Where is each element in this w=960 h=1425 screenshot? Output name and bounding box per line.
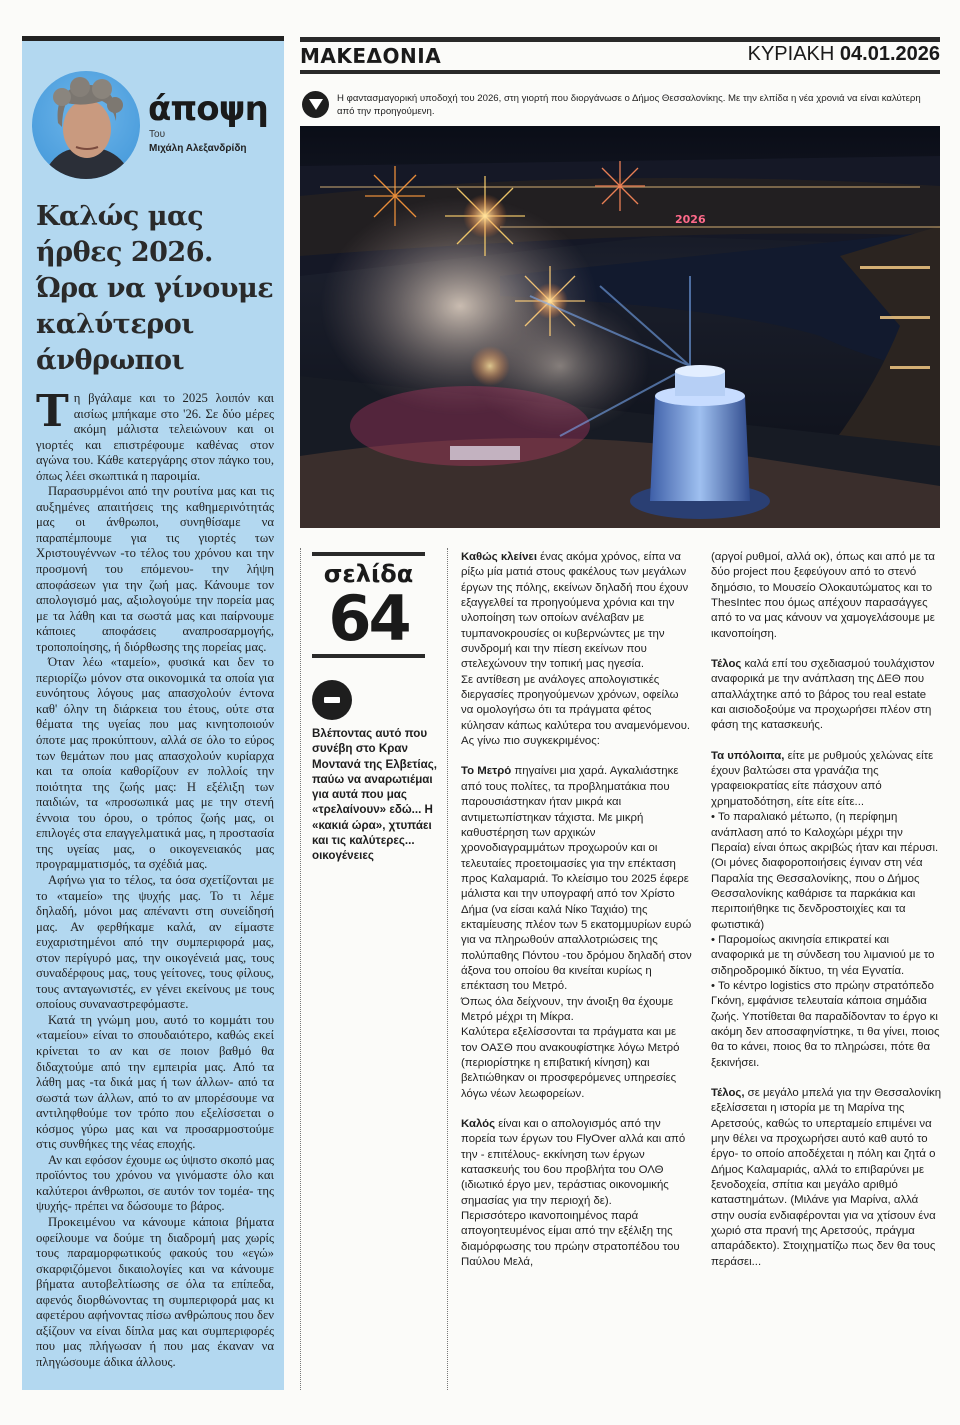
column-text: Ας γίνω πιο συγκεκριμένος: bbox=[461, 735, 600, 748]
column-text: (αργοί ρυθμοί, αλλά οκ), όπως και από με τα δύο project που ξεφεύγουν από το στενό δημόσιο, το Μουσείο Ολοκαυτώματος και το ThesIntec που όμως απέχουν παρασάγγες από το να μας κάνουν να χαμογελάσουμε με ικανοποίηση. bbox=[711, 551, 936, 640]
header-top-rule bbox=[300, 37, 940, 42]
column-paragraph bbox=[461, 1209, 693, 1270]
column-text: ένας ακόμα χρόνος, είπα να ρίξω μία ματιά στους φακέλους των μεγάλων έργων της πόλης, εκείνων δηλαδή που έχουν εξαγγελθεί τα προηγούμενα χρόνια και την υλοποίηση των οποίων ανέλαβαν με τυμπανοκρουσίες οι κυβερνώντες με την συνδρομή και την πίεση εκείνων που στελεχώνουν την τοπική μας ηγεσία. bbox=[461, 551, 689, 671]
column-paragraph bbox=[711, 657, 943, 734]
column-text: • Παρομοίως ακινησία επικρατεί και αναφορικά με τη σύνδεση του λιμανιού με το σιδηροδρομικό δίκτυο, τη νέα Εγνατία. bbox=[711, 933, 935, 977]
fireworks-photo bbox=[300, 126, 940, 528]
author-avatar bbox=[32, 71, 140, 179]
opinion-paragraph bbox=[36, 386, 274, 484]
opinion-paragraph: Όταν λέω «ταμείο», φυσικά και δεν το περιορίζω μόνον στα οικονομικά τα οποία για ευνόητους λόγους μας απασχολούν έντονα καθ' όλην τη διάρκεια του έτους, ούτε στα θέματα της υγείας που μας κινητοποιούν όποτε μας προκύπτουν, αλλά σε όλο το εύρος των θεμάτων που μας απασχολούν κυρίαρχα και τα οποία καθορίζουν εν πολλοίς την ποιότητα της ζωής μας: Η εξέλιξη των παιδιών, τα «προσωπικά μας με την στενή έννοια του όρου, ο τρόπος ζωής μας, οι επιλογές στα επαγγελματικά μας, η προστασία της υγείας μας, ο οικογενειακός μας προγραμματισμός, τα σχέδιά μας. bbox=[36, 655, 274, 872]
photo-2026-sign: 2026 bbox=[675, 213, 706, 226]
column-lead: Καθώς κλείνει bbox=[461, 551, 537, 563]
opinion-paragraph: Αφήνω για το τέλος, τα όσα σχετίζονται με το «ταμείο» της ψυχής μας. Το τι λέμε δηλαδή, μόνοι μας απέναντι στη συνείδησή μας. Αν φερθήκαμε καλά, αν είμαστε ευχαριστημένοι από την συμπεριφορά μας, στον περίγυρό μας, την οικογένειά μας, τους συναδέρφους μας, τους γείτονες, τους φίλους, τους ανταγωνιστές, εν γένει εκείνους με τους οποίους συναναστρεφόμαστε. bbox=[36, 872, 274, 1012]
masthead: ΜΑΚΕΔΟΝΙΑ bbox=[300, 44, 442, 68]
caption-arrow-icon bbox=[302, 91, 329, 118]
header-bottom-rule bbox=[300, 70, 940, 74]
column-paragraph bbox=[461, 995, 693, 1026]
byline-prefix: Του bbox=[149, 129, 166, 140]
minus-icon bbox=[312, 680, 352, 720]
column-block bbox=[461, 764, 693, 1102]
column-lead: Καλός bbox=[461, 1118, 496, 1131]
column-text: είναι και ο απολογισμός από την πορεία των έργων του FlyOver αλλά και από την - επιτέλους- εκκίνηση των έργων κατασκευής του 6ου προβλήτα του ΟΛΘ (ιδιωτικό έργο μεν, τεράστιας οικονομικής σημασίας για την περιοχή δε). bbox=[461, 1118, 686, 1207]
column-block bbox=[711, 1086, 943, 1270]
dateline-date: 04.01.2026 bbox=[839, 43, 940, 65]
column-block bbox=[711, 657, 943, 734]
page-reference-number: 64 bbox=[328, 582, 409, 655]
column-lead: Τέλος, bbox=[711, 1087, 745, 1099]
column-text: Όπως όλα δείχνουν, την άνοιξη θα έχουμε Μετρό μέχρι τη Μίκρα. bbox=[461, 995, 674, 1023]
column-block bbox=[461, 550, 693, 749]
column-paragraph bbox=[711, 749, 943, 810]
opinion-column bbox=[22, 36, 284, 1390]
column-text: • Το παραλιακό μέτωπο, (η περίφημη ανάπλαση από το Καλοχώρι μέχρι την Περαία) είναι όπως ακριβώς ήταν και πέρυσι. (Οι μόνες διαφοροποιήσεις έγιναν στη νέα Παραλία της Θεσσαλονίκης, που ο Δήμος Θεσσαλονίκης καθάρισε τα παρκάκια και περιποιήθηκε τις δενδροστοιχίες και τα φωτιστικά) bbox=[711, 811, 939, 931]
page-reference-word: σελίδα bbox=[323, 560, 414, 588]
column-paragraph bbox=[711, 1086, 943, 1270]
column-paragraph bbox=[711, 933, 943, 979]
column-text: σε μεγάλο μπελά για την Θεσσαλονίκη εξελίσσεται η ιστορία με τη Μαρίνα της Αρετσούς, καθώς το υπερταμείο επιμένει να μην θέλει να προχωρήσει αυτό καθ αυτό το έργο- το οποίο αποδέχεται η πόλη και ζητά ο Δήμος Καλαμαριάς, αλλά το επιβαρύνει με ξενοδοχεία, σπίτια και μεγάλο αριθμό καταστημάτων. (Μιλάνε για Μαρίνα, αλλά στην ουσία ενδιαφέρονται για να χτίσουν ένα χωριό στα πρανή της Αρετσούς, πράγμα απαράδεκτο). Στοιχηματίζω πως δεν θα τους περάσει... bbox=[711, 1087, 942, 1268]
opinion-body bbox=[36, 386, 275, 1370]
minus-note: Βλέποντας αυτό που συνέβη στο Κραν Μοντανά της Ελβετίας, παύω να αναρωτιέμαι για αυτά που μας «τρελαίνουν» εδώ... Η «κακιά ώρα», χτυπάει και τις καλύτερες... οικογένειες bbox=[312, 727, 438, 863]
column-paragraph bbox=[461, 550, 693, 673]
column-paragraph bbox=[461, 1117, 693, 1209]
column-text: • Το κέντρο logistics στο πρώην στρατόπεδο Γκόνη, εμφάνισε τελευταία κάποια σημάδια ζωής. Υποτίθεται θα παραδίδονταν το έργο κι ακόμη δεν αποσαφηνίστηκε, τι θα γίνει, ποιος θα το κάνει, ποιος θα το πληρώσει, πότε θα ξεκινήσει. bbox=[711, 979, 940, 1069]
drop-cap: Τ bbox=[36, 386, 69, 437]
column-text-2 bbox=[461, 550, 693, 1285]
column-paragraph bbox=[461, 1025, 693, 1102]
column-paragraph bbox=[711, 810, 943, 933]
opinion-paragraph: Παρασυρμένοι από την ρουτίνα μας και τις αυξημένες απαιτήσεις της καθημερινότητάς μας οι άνθρωποι, συνηθίσαμε να παραπέμπουμε για τις γιορτές των Χριστουγέννων -το τέλος του χρόνου και την προσμονή του επόμενου- την λήψη αποφάσεων για την ζωή μας. Κάνουμε τον απολογισμό μας, αξιολογούμε την πορεία μας με τα λάθη και τα σωστά μας και παίρνουμε κάποιες αποφάσεις αναπροσαρμογής, τροποποίησης, ή διόρθωσης της πορείας μας. bbox=[36, 484, 274, 654]
opinion-paragraph: Αν και εφόσον έχουμε ως ύψιστο σκοπό μας προϊόντος του χρόνου να γινόμαστε όλο και καλύτεροι άνθρωποι, σε αυτόν τον τομέα- της ψυχής- πρέπει να δώσουμε το βάρος. bbox=[36, 1152, 274, 1214]
opinion-paragraph: Προκειμένου να κάνουμε κάποια βήματα οφείλουμε να δούμε τη διαδρομή μας χωρίς τους παραμορφωτικούς φακούς του «εγώ» σκαρφιζόμενοι δικαιολογίες και να κάνουμε βήματα αυτοβελτίωσης σε όλα τα επίπεδα, αφενός διορθώνοντας τη συμπεριφορά μας κι αφετέρου αφήνοντας πίσω ανθρώπους που δεν αξίζουν να είναι δίπλα μας και συμπεριφορές που μας πλήγωσαν ή που μας έκαναν να πληγώσουμε άδικα άλλους. bbox=[36, 1214, 275, 1369]
column-paragraph bbox=[461, 764, 693, 994]
column-paragraph bbox=[711, 979, 943, 1071]
column-lead: Το Μετρό bbox=[461, 765, 512, 778]
column-text: πηγαίνει μια χαρά. Αγκαλιάστηκε από τους πολίτες, τα προβληματάκια που παρουσιάστηκαν ήταν μικρά και αντιμετωπίστηκαν τάχιστα. Με μικρή καθυστέρηση των αρχικών χρονοδιαγραμμάτων προχωρούν και οι τελευταίες προετοιμασίες για την επέκταση προς Καλαμαριά. Το κλείσιμο του 2025 έφερε μάλιστα και την υπογραφή από τον Χρίστο Δήμα (να είσαι καλά Νίκο Ταχιάο) της εκταμίευσης πλέον των 5 εκατομμυρίων ευρώ για να πληρωθούν απαλλοτριώσεις της πολύπαθης Πόντου -του δρόμου δηλαδή στον άξονα του οποίου θα κινείται κυρίως η επέκταση του Μετρό. bbox=[461, 765, 692, 993]
column-block bbox=[461, 1117, 693, 1270]
opinion-headline: Καλώς μας ήρθες 2026. Ώρα να γίνουμε καλύτεροι άνθρωποι bbox=[36, 201, 274, 376]
column-text: Σε αντίθεση με ανάλογες απολογιστικές διεργασίες προηγούμενων χρόνων, οφείλω να ομολογήσω ότι τα πράγματα φέτος κύλησαν κάπως καλύτερα του αναμενόμενου. bbox=[461, 673, 691, 732]
column-paragraph bbox=[461, 673, 693, 734]
column-text: Περισσότερο ικανοποιημένος παρά απογοητευμένος είμαι από την εξέλιξη της διαμόρφωσης του πρώην στρατοπέδου του Παύλου Μελά, bbox=[461, 1210, 680, 1269]
column-paragraph bbox=[711, 550, 943, 642]
column-text-3 bbox=[711, 550, 943, 1285]
column-divider bbox=[300, 548, 301, 1390]
dateline-day: ΚΥΡΙΑΚΗ bbox=[747, 43, 835, 65]
opinion-paragraph: Κατά τη γνώμη μου, αυτό το κομμάτι του «ταμείου» είναι το σπουδαιότερο, καθώς εκεί κρίνεται το αν και σε ποιον βαθμό θα διδαχτούμε από την εμπειρία μας. Από τα λάθη μας -τα δικά μας ή των άλλων- από τα σωστά των άλλων, από το αν μπορέσουμε να αντιληφθούμε τον τρόπο που εξελίσσεται ο κόσμος γύρω μας και να προσαρμοστούμε στις συνθήκες της νέας εποχής. bbox=[36, 1012, 274, 1152]
column-divider bbox=[447, 548, 448, 1390]
column-paragraph bbox=[461, 734, 693, 749]
photo-caption: Η φαντασμαγορική υποδοχή του 2026, στη γιορτή που διοργάνωσε ο Δήμος Θεσσαλονίκης. Με την ελπίδα η νέα χρονιά να είναι καλύτερη από την προηγούμενη. bbox=[337, 93, 921, 117]
page-reference-box bbox=[312, 552, 425, 658]
column-block bbox=[711, 749, 943, 1071]
column-text: Καλύτερα εξελίσσονται τα πράγματα και με τον ΟΑΣΘ που ανακουφίστηκε λόγω Μετρό (περιορίστηκε η επιβατική κίνηση) και βελτιώθηκαν οι προσφερόμενες υπηρεσίες λόγω νέων λεωφορείων. bbox=[461, 1026, 680, 1100]
opinion-paragraph-text: η βγάλαμε και το 2025 λοιπόν και αισίως μπήκαμε στο '26. Σε δύο μέρες ακόμη μάλιστα τελειώνουν και οι γιορτές και επιστρέφουμε καθένας στον αγώνα του. Κάθε κατεργάρης στον πάγκο του, όπως λέει σκωπτικά η παροιμία. bbox=[36, 391, 274, 483]
dateline bbox=[748, 43, 940, 66]
column-lead: Τα υπόλοιπα, bbox=[711, 749, 785, 762]
section-label: άποψη bbox=[148, 89, 268, 129]
column-text: καλά επί του σχεδιασμού τουλάχιστον αναφορικά με την ανάπλαση της ΔΕΘ που απαλλάχτηκε από το βάρος του real estate και αισιοδοξούμε να προχωρήσει πλέον στη φάση της κατασκευής. bbox=[711, 658, 935, 732]
byline-author: Μιχάλη Αλεξανδρίδη bbox=[149, 143, 247, 154]
column-block bbox=[711, 550, 943, 642]
column-text: είτε με ρυθμούς χελώνας είτε έχουν βαλτώσει στα γρανάζια της γραφειοκρατίας είτε πάσχουν από χρηματοδότηση, είτε είτε είτε... bbox=[711, 749, 934, 808]
column-lead: Τέλος bbox=[711, 658, 742, 671]
